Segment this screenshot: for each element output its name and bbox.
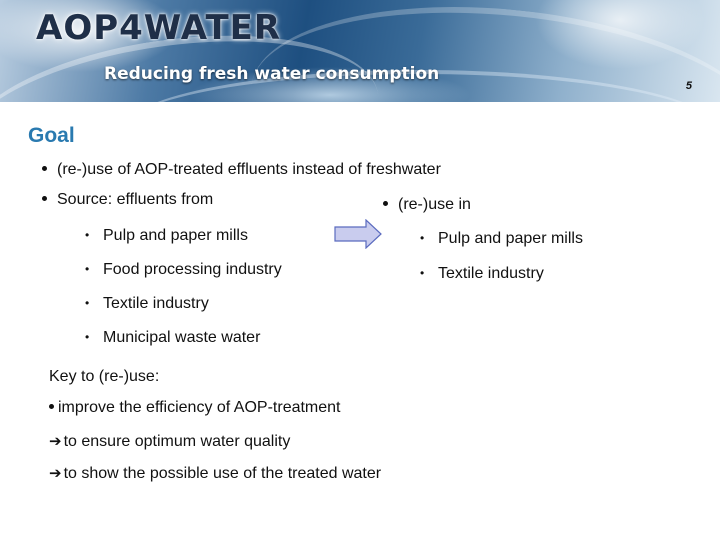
reuse-item (420, 230, 583, 248)
source-item-text: Food processing industry (103, 261, 282, 278)
list-item-text: (re-)use of AOP-treated effluents instead of freshwater (57, 161, 441, 178)
section-heading: Goal (28, 124, 75, 147)
list-item (42, 161, 441, 179)
reuse-heading (383, 196, 471, 214)
brand-logo-text: AOP4WATER (36, 8, 282, 48)
list-item (42, 191, 213, 209)
source-item-text: Textile industry (103, 295, 209, 312)
bullet-icon: • (420, 231, 425, 245)
reuse-item-text: Pulp and paper mills (438, 230, 583, 247)
bullet-icon (49, 404, 54, 409)
right-arrow-icon: ➔ (49, 465, 62, 482)
source-item-text: Pulp and paper mills (103, 227, 248, 244)
reuse-item (420, 265, 544, 283)
key-item (49, 432, 290, 451)
right-block-arrow-icon (334, 219, 382, 249)
header-banner (0, 0, 720, 102)
bullet-icon: • (420, 266, 425, 280)
bullet-icon: • (85, 228, 90, 242)
source-item (85, 261, 282, 279)
key-item-text: to show the possible use of the treated water (63, 465, 382, 482)
source-item (85, 295, 209, 313)
key-item-text: to ensure optimum water quality (63, 433, 291, 450)
source-item-text: Municipal waste water (103, 329, 261, 346)
bullet-icon: • (85, 296, 90, 310)
key-label: Key to (re-)use: (49, 368, 160, 385)
right-arrow-icon: ➔ (49, 433, 62, 450)
bullet-icon (383, 201, 388, 206)
key-item-text: improve the efficiency of AOP-treatment (58, 399, 341, 416)
bullet-icon (42, 196, 47, 201)
reuse-heading-text: (re-)use in (398, 196, 471, 213)
bullet-icon: • (85, 262, 90, 276)
source-item (85, 227, 248, 245)
list-item-text: Source: effluents from (57, 191, 214, 208)
key-item (49, 399, 341, 417)
bullet-icon (42, 166, 47, 171)
page-number: 5 (685, 80, 692, 92)
tagline: Reducing fresh water consumption (104, 64, 440, 84)
source-item (85, 329, 260, 347)
bullet-icon: • (85, 330, 90, 344)
key-item (49, 464, 381, 483)
reuse-item-text: Textile industry (438, 265, 544, 282)
